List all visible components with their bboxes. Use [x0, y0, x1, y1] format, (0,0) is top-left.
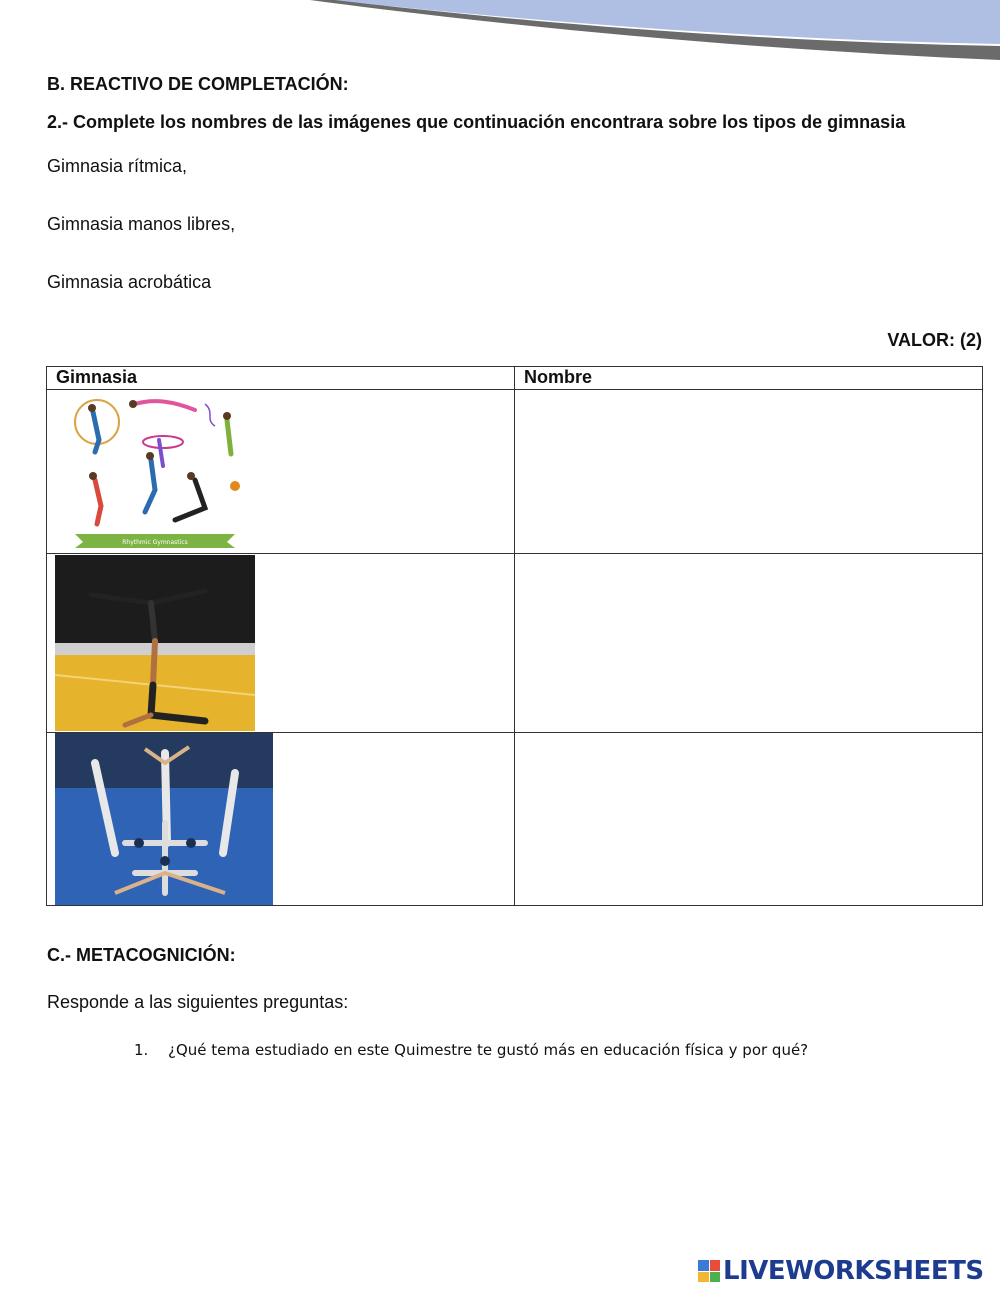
header-nombre: Nombre — [515, 367, 983, 390]
header-swoosh — [0, 0, 1000, 70]
logo-mark-icon — [698, 1260, 720, 1282]
nombre-answer-cell[interactable] — [515, 733, 983, 906]
option-manos-libres: Gimnasia manos libres, — [47, 214, 236, 234]
question-text: ¿Qué tema estudiado en este Quimestre te gustó más en educación física y por qué? — [168, 1041, 809, 1059]
image-cell-rhythmic — [47, 390, 515, 554]
table-header-row — [47, 367, 983, 390]
question-number: 1. — [134, 1041, 149, 1059]
table-row — [47, 554, 983, 733]
table-row — [47, 733, 983, 906]
section-c-instruction: Responde a las siguientes preguntas: — [47, 992, 349, 1012]
section-b-instruction: 2.- Complete los nombres de las imágenes que continuación encontrara sobre los tipos de gimnasia — [47, 112, 906, 132]
image-cell-acrobatic — [47, 554, 515, 733]
liveworksheets-logo — [698, 1256, 984, 1286]
section-c-title: C.- METACOGNICIÓN: — [47, 945, 236, 965]
acrobatic-gymnastics-image — [55, 555, 255, 731]
option-ritmica: Gimnasia rítmica, — [47, 156, 188, 176]
nombre-answer-cell[interactable] — [515, 390, 983, 554]
rhythmic-gymnastics-image — [55, 390, 255, 550]
nombre-answer-cell[interactable] — [515, 554, 983, 733]
logo-text: LIVEWORKSHEETS — [723, 1256, 984, 1286]
table-row — [47, 390, 983, 554]
header-gimnasia: Gimnasia — [47, 367, 515, 390]
rhythmic-caption: Rhythmic Gymnastics — [122, 539, 188, 546]
valor-label: VALOR: (2) — [887, 330, 982, 350]
image-cell-group — [47, 733, 515, 906]
option-acrobatica: Gimnasia acrobática — [47, 272, 212, 292]
group-gymnastics-image — [55, 733, 273, 905]
section-b-title: B. REACTIVO DE COMPLETACIÓN: — [47, 74, 349, 94]
gymnastics-table — [46, 366, 983, 906]
